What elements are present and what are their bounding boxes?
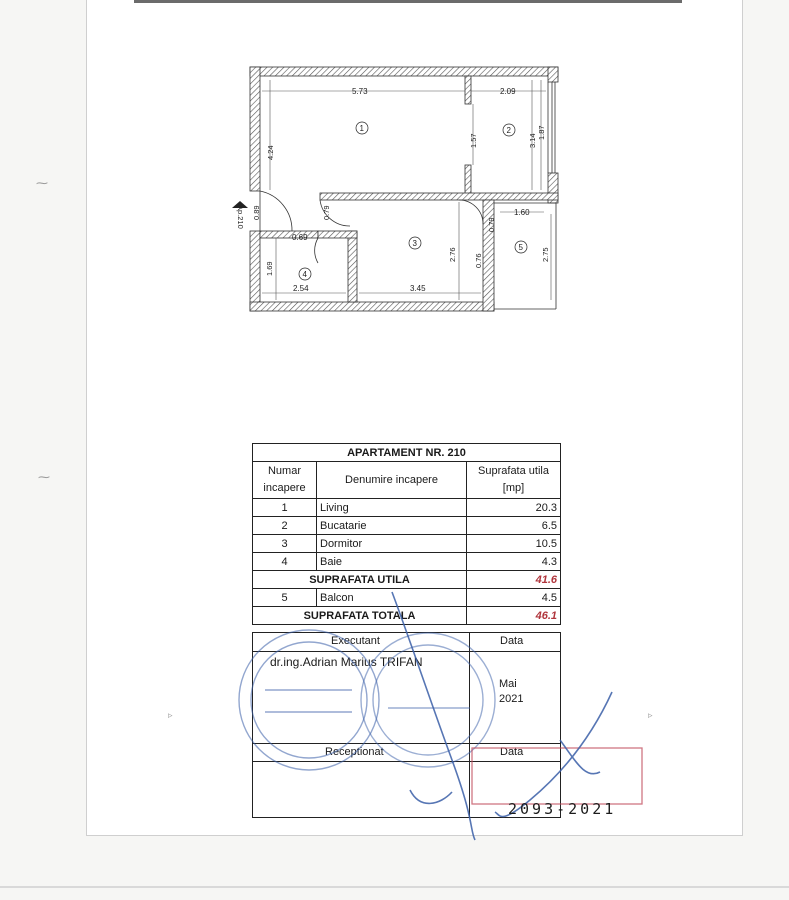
document-number: 2093-2021 xyxy=(508,800,617,818)
room-number-2: 2 xyxy=(506,126,511,135)
scan-mark: ⁓ xyxy=(38,470,50,484)
divider xyxy=(253,743,560,744)
dim-balcony-height: 2.75 xyxy=(541,247,550,262)
total-value: 46.1 xyxy=(467,607,561,625)
table-row xyxy=(253,553,561,571)
scan-mark: ▹ xyxy=(168,710,173,720)
dim-kitchen-width: 2.09 xyxy=(500,87,516,96)
dim-living-height: 4.24 xyxy=(266,145,275,160)
header-area: Suprafata utila [mp] xyxy=(467,462,561,499)
received-label: Receptionat xyxy=(325,746,384,758)
cell-num: 5 xyxy=(253,589,317,607)
subtotal-value: 41.6 xyxy=(467,571,561,589)
divider xyxy=(469,633,470,817)
cell-num: 3 xyxy=(253,535,317,553)
cell-area: 10.5 xyxy=(467,535,561,553)
date-label: Data xyxy=(500,635,524,647)
dim-balcony-width: 1.60 xyxy=(514,208,530,217)
dim-hall-width: 0.69 xyxy=(292,233,308,242)
room-number-1: 1 xyxy=(359,124,364,133)
dim-living-width: 5.73 xyxy=(352,87,368,96)
walls xyxy=(250,67,558,311)
table-row xyxy=(253,589,561,607)
dim-wall-gap: 1.57 xyxy=(469,133,478,148)
cell-name: Dormitor xyxy=(317,535,467,553)
dim-kitchen-height-2: 1.87 xyxy=(537,125,546,140)
table-row xyxy=(253,535,561,553)
scan-mark: ⁓ xyxy=(36,176,48,190)
dim-door-a: 0.79 xyxy=(322,205,331,220)
dimension-lines xyxy=(262,80,551,300)
dim-bedroom-height: 2.76 xyxy=(448,247,457,262)
table-row xyxy=(253,517,561,535)
cell-num: 1 xyxy=(253,499,317,517)
divider xyxy=(253,761,560,762)
dim-door-b: 0.79 xyxy=(487,217,496,232)
cell-area: 4.3 xyxy=(467,553,561,571)
cell-area: 4.5 xyxy=(467,589,561,607)
cell-num: 2 xyxy=(253,517,317,535)
cell-name: Bucatarie xyxy=(317,517,467,535)
table-title: APARTAMENT NR. 210 xyxy=(253,444,561,462)
header-room-name: Denumire incapere xyxy=(317,462,467,499)
cell-name: Living xyxy=(317,499,467,517)
scan-mark: ▹ xyxy=(648,710,653,720)
executant-name: dr.ing.Adrian Marius TRIFAN xyxy=(270,655,423,669)
dim-door-c: 0.76 xyxy=(474,253,483,268)
subtotal-row xyxy=(253,571,561,589)
room-number-4: 4 xyxy=(302,270,307,279)
cell-num: 4 xyxy=(253,553,317,571)
dim-kitchen-height-1: 3.14 xyxy=(528,133,537,148)
room-number-3: 3 xyxy=(412,239,417,248)
received-date-label: Data xyxy=(500,746,524,758)
cell-name: Balcon xyxy=(317,589,467,607)
executant-label: Executant xyxy=(331,635,380,647)
cell-name: Baie xyxy=(317,553,467,571)
divider xyxy=(253,651,560,652)
executant-date: Mai 2021 xyxy=(499,678,524,705)
subtotal-label: SUPRAFATA UTILA xyxy=(253,571,467,589)
dim-bath-width: 2.54 xyxy=(293,284,309,293)
dim-bedroom-width: 3.45 xyxy=(410,284,426,293)
total-row xyxy=(253,607,561,625)
header-room-number: Numar incapere xyxy=(253,462,317,499)
cell-area: 6.5 xyxy=(467,517,561,535)
room-number-5: 5 xyxy=(518,243,523,252)
total-label: SUPRAFATA TOTALA xyxy=(253,607,467,625)
dim-bath-height: 1.69 xyxy=(265,261,274,276)
table-row xyxy=(253,499,561,517)
dim-entry-door: 0.89 xyxy=(252,205,261,220)
entry-label: Ap.210 xyxy=(236,205,245,229)
cell-area: 20.3 xyxy=(467,499,561,517)
area-table xyxy=(252,443,561,625)
signoff-box xyxy=(252,632,561,818)
